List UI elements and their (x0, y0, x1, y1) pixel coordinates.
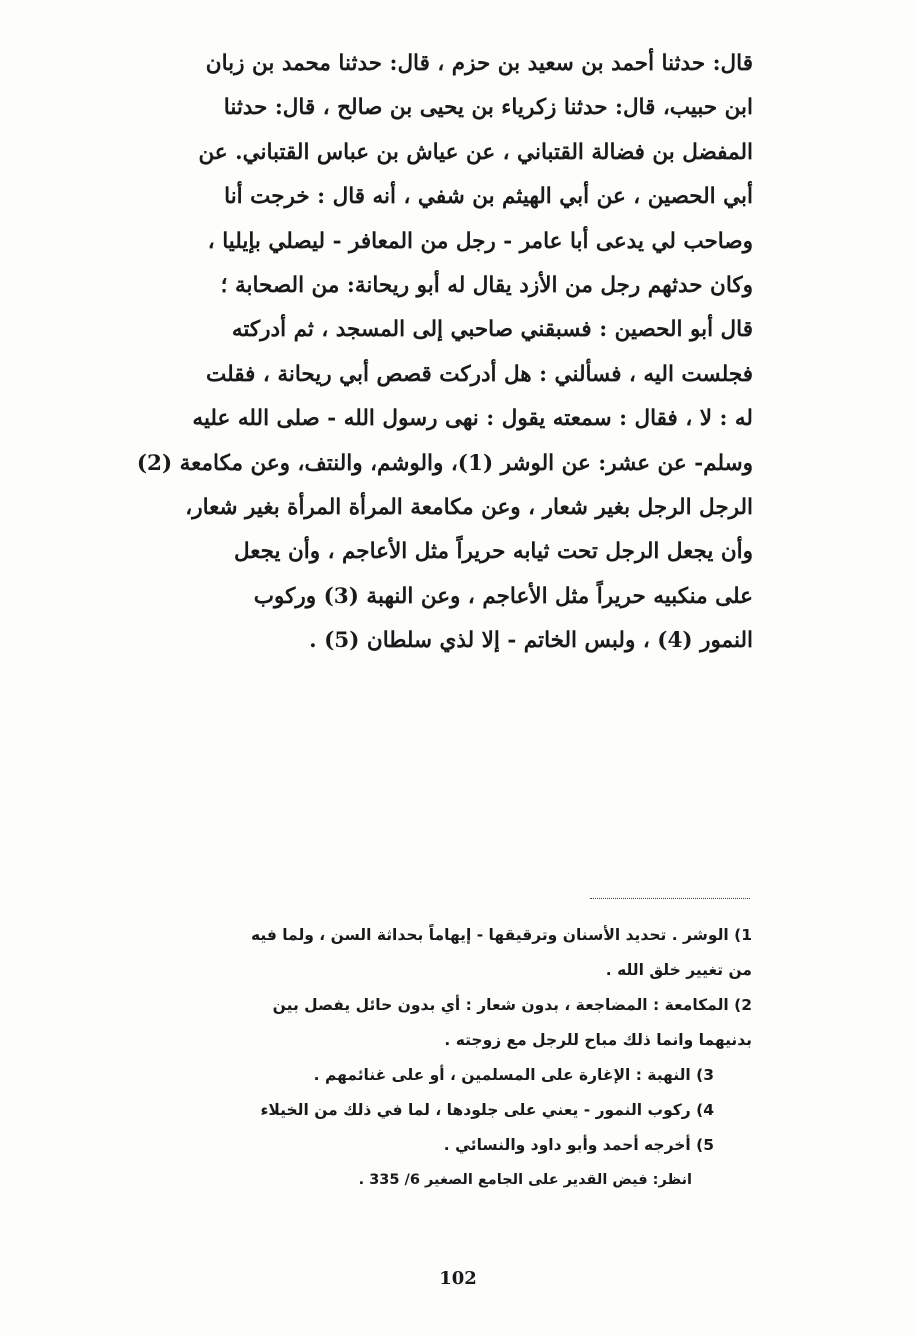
text-line: ابن حبيب، قال: حدثنا زكرياء بن يحيى بن صالح ، قال: حدثنا (223, 95, 753, 121)
footnote-5: 5) أخرجه أحمد وأبو داود والنسائي . (443, 1136, 714, 1154)
footnote-1-continuation: من تغيير خلق الله . (605, 961, 752, 979)
text-line: على منكبيه حريراً مثل الأعاجم ، وعن النهبة (3) وركوب (253, 583, 753, 609)
main-text-body (105, 42, 753, 663)
footnote-divider (590, 898, 750, 899)
text-line: قال: حدثنا أحمد بن سعيد بن حزم ، قال: حدثنا محمد بن زبان (205, 51, 753, 76)
text-line: النمور (4) ، ولبس الخاتم - إلا لذي سلطان (5) . (309, 628, 753, 654)
text-line: له : لا ، فقال : سمعته يقول : نهى رسول الله - صلى الله عليه (192, 406, 753, 432)
footnote-5-reference: انظر: فيض القدير على الجامع الصغير 6/ 335 . (358, 1172, 692, 1188)
footnote-2-continuation: بدنيهما وانما ذلك مباح للرجل مع زوجته . (444, 1031, 752, 1049)
text-line: فجلست اليه ، فسألني : هل أدركت قصص أبي ريحانة ، فقلت (206, 361, 753, 387)
text-line: الرجل الرجل بغير شعار ، وعن مكامعة المرأة المرأة بغير شعار، (185, 494, 753, 520)
text-line: وسلم- عن عشر: عن الوشر (1)، والوشم، والنتف، وعن مكامعة (2) (136, 450, 753, 476)
footnote-2: 2) المكامعة : المضاجعة ، بدون شعار : أي بدون حائل يفصل بين (272, 996, 752, 1014)
text-line: المفضل بن فضالة القتباني ، عن عياش بن عباس القتباني. عن (198, 139, 753, 165)
page-number: 102 (439, 1268, 477, 1289)
text-line: قال أبو الحصين : فسبقني صاحبي إلى المسجد ، ثم أدركته (231, 317, 753, 343)
text-line: وصاحب لي يدعى أبا عامر - رجل من المعافر - ليصلي بإيليا ، (207, 228, 753, 254)
footnote-4: 4) ركوب النمور - يعني على جلودها ، لما في ذلك من الخيلاء (260, 1101, 714, 1119)
footnote-1: 1) الوشر . تحديد الأسنان وترقيقها - إيهاماً بحداثة السن ، ولما فيه (250, 926, 752, 944)
text-line: أبي الحصين ، عن أبي الهيثم بن شفي ، أنه قال : خرجت أنا (224, 184, 753, 210)
footnote-3: 3) النهبة : الإغارة على المسلمين ، أو على غنائمهم . (313, 1066, 714, 1084)
footnotes-section (112, 918, 752, 1198)
text-line: وأن يجعل الرجل تحت ثيابه حريراً مثل الأعاجم ، وأن يجعل (233, 539, 753, 565)
text-line: وكان حدثهم رجل من الأزد يقال له أبو ريحانة: من الصحابة ؛ (220, 272, 753, 298)
